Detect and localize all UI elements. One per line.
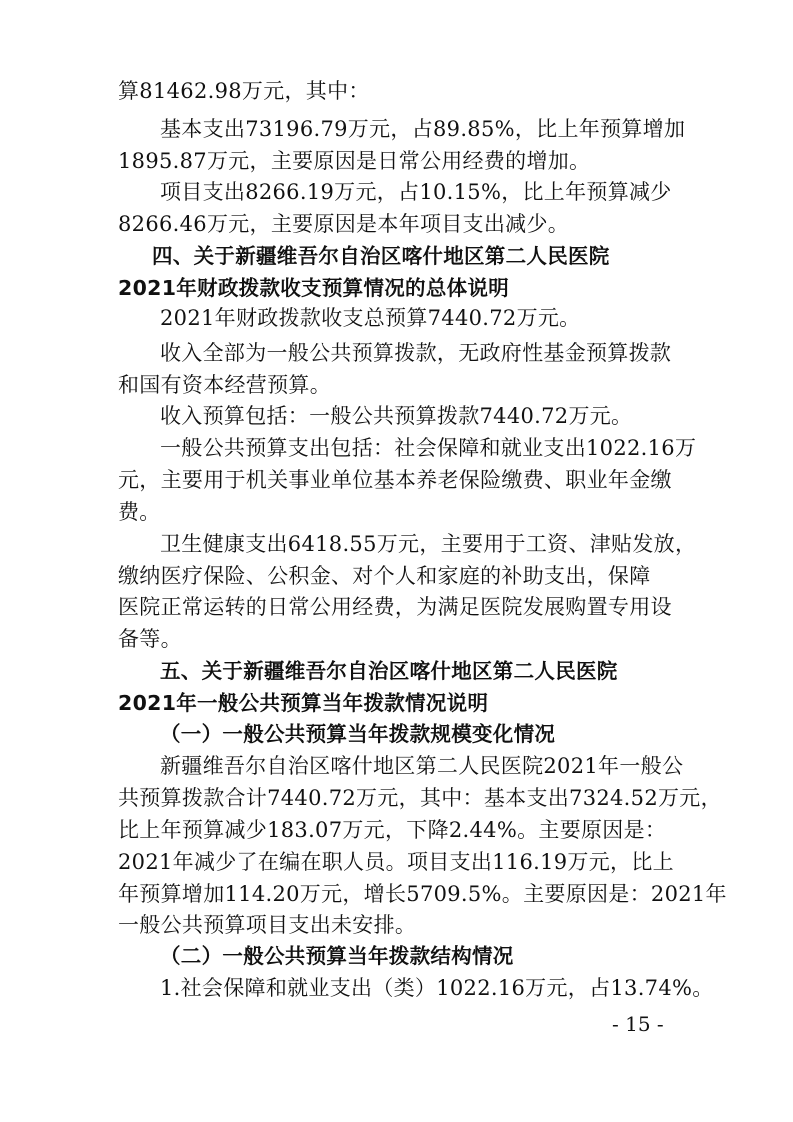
body-line: 缴纳医疗保险、公积金、对个人和家庭的补助支出，保障 [118,564,651,588]
subsection-heading: （二）一般公共预算当年拨款结构情况 [160,944,514,968]
page-number: - 15 - [612,1012,664,1036]
body-line: 新疆维吾尔自治区喀什地区第二人民医院2021年一般公 [160,754,684,778]
body-line: 备等。 [118,627,182,651]
body-line: 基本支出73196.79万元，占89.85%，比上年预算增加 [160,117,686,141]
body-line: 项目支出8266.19万元，占10.15%，比上年预算减少 [160,180,672,204]
body-line: 医院正常运转的日常公用经费，为满足医院发展购置专用设 [118,595,672,619]
section-heading: 五、关于新疆维吾尔自治区喀什地区第二人民医院 [160,659,618,683]
section-heading: 四、关于新疆维吾尔自治区喀什地区第二人民医院 [152,244,610,268]
body-line: 一般公共预算支出包括：社会保障和就业支出1022.16万 [160,436,697,460]
section-heading: 2021年一般公共预算当年拨款情况说明 [118,691,489,715]
body-line: 1.社会保障和就业支出（类）1022.16万元，占13.74%。 [160,976,714,1000]
body-line: 比上年预算减少183.07万元，下降2.44%。主要原因是： [118,818,667,842]
body-line: 2021年减少了在编在职人员。项目支出116.19万元，比上 [118,850,674,874]
body-line: 共预算拨款合计7440.72万元，其中：基本支出7324.52万元， [118,786,722,810]
body-line: 收入全部为一般公共预算拨款，无政府性基金预算拨款 [160,341,672,365]
body-line: 费。 [118,500,161,524]
body-line: 一般公共预算项目支出未安排。 [118,913,417,937]
body-line: 年预算增加114.20万元，增长5709.5%。主要原因是：2021年 [118,882,727,906]
body-line: 8266.46万元，主要原因是本年项目支出减少。 [118,212,570,236]
body-line: 算81462.98万元，其中： [118,79,370,103]
section-heading: 2021年财政拨款收支预算情况的总体说明 [118,276,510,300]
body-line: 收入预算包括：一般公共预算拨款7440.72万元。 [160,404,633,428]
body-line: 元，主要用于机关事业单位基本养老保险缴费、职业年金缴 [118,468,672,492]
body-line: 卫生健康支出6418.55万元，主要用于工资、津贴发放， [160,532,697,556]
body-line: 和国有资本经营预算。 [118,373,331,397]
body-line: 1895.87万元，主要原因是日常公用经费的增加。 [118,149,591,173]
body-line: 2021年财政拨款收支总预算7440.72万元。 [160,306,581,330]
subsection-heading: （一）一般公共预算当年拨款规模变化情况 [160,722,556,746]
